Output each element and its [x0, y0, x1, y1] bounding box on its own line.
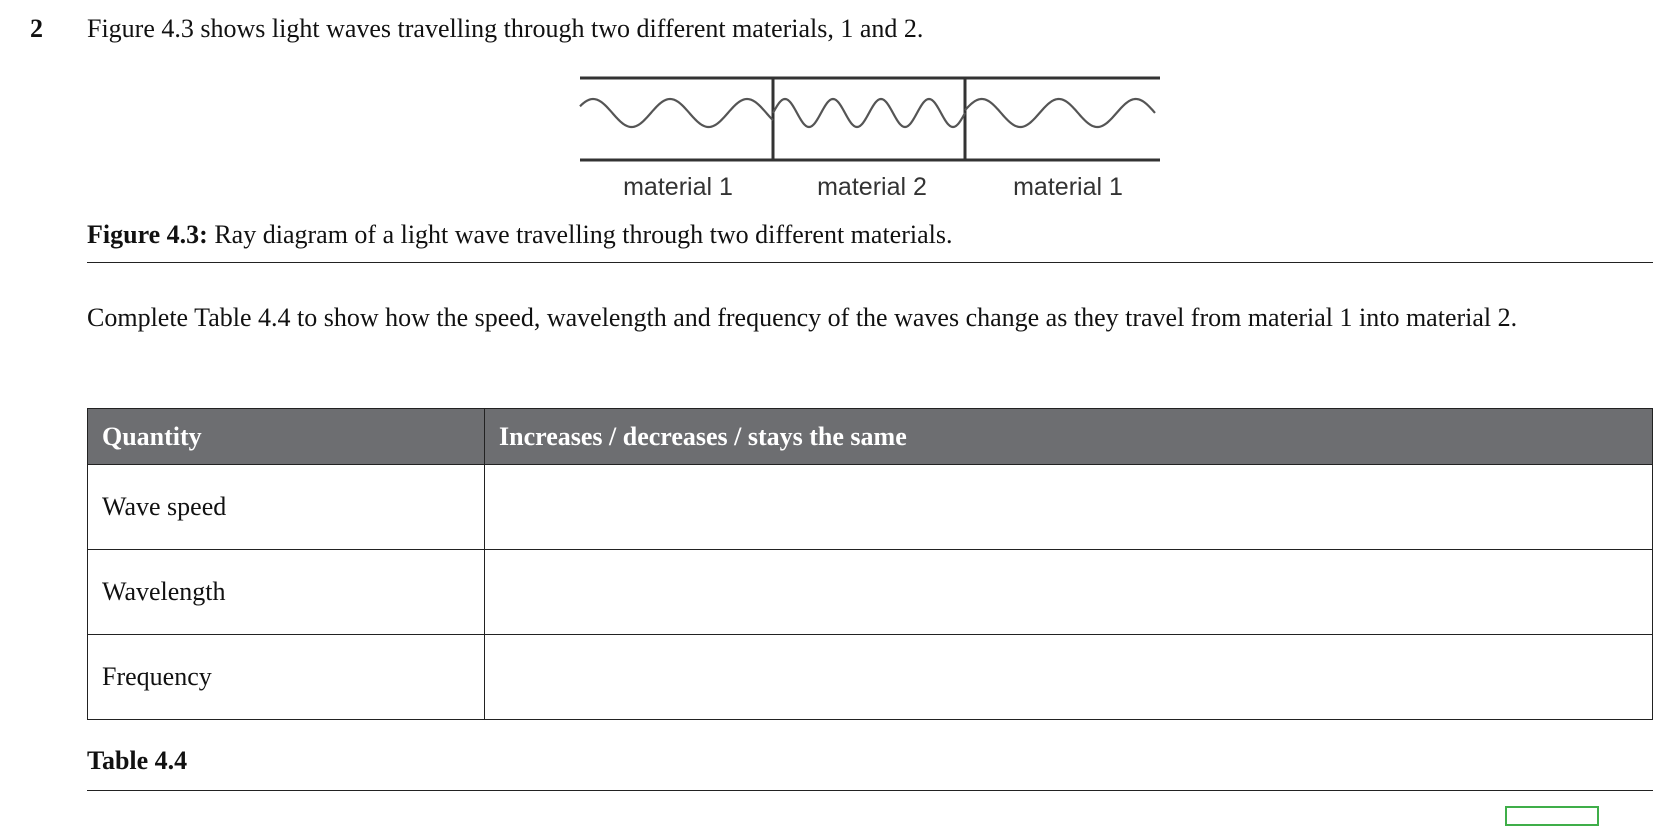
check-answer-button[interactable]: [1505, 806, 1599, 826]
table-row: [88, 550, 1653, 635]
answer-cell-wavelength[interactable]: [485, 550, 1653, 635]
answer-cell-wave-speed[interactable]: [485, 465, 1653, 550]
header-change: Increases / decreases / stays the same: [485, 409, 1653, 465]
answer-table: [87, 408, 1653, 720]
figure-caption-text: Ray diagram of a light wave travelling through two different materials.: [207, 220, 953, 249]
answer-cell-frequency[interactable]: [485, 635, 1653, 720]
wave-material-1-left: [580, 99, 773, 127]
table-row: [88, 465, 1653, 550]
figure-label-material-1-right: material 1: [1013, 173, 1123, 201]
divider-line: [87, 262, 1653, 263]
wave-material-1-right: [965, 99, 1155, 127]
figure-label-material-2: material 2: [817, 173, 927, 201]
figure-caption-label: Figure 4.3:: [87, 220, 208, 249]
figure-label-material-1-left: material 1: [623, 173, 733, 201]
quantity-cell: Wave speed: [88, 465, 485, 550]
quantity-cell: Frequency: [88, 635, 485, 720]
wave-figure: [575, 70, 1165, 210]
quantity-cell: Wavelength: [88, 550, 485, 635]
table-caption: Table 4.4: [87, 746, 188, 775]
instruction-text: Complete Table 4.4 to show how the speed, wavelength and frequency of the waves change as they travel from material 1 into material 2.: [87, 303, 1518, 332]
figure-caption: [87, 220, 952, 250]
bottom-divider-line: [87, 790, 1653, 791]
question-number: 2: [30, 14, 43, 43]
table-row: [88, 635, 1653, 720]
question-text: Figure 4.3 shows light waves travelling through two different materials, 1 and 2.: [87, 14, 924, 43]
table-header-row: [88, 409, 1653, 465]
header-quantity: Quantity: [88, 409, 485, 465]
wave-material-2: [773, 99, 965, 127]
